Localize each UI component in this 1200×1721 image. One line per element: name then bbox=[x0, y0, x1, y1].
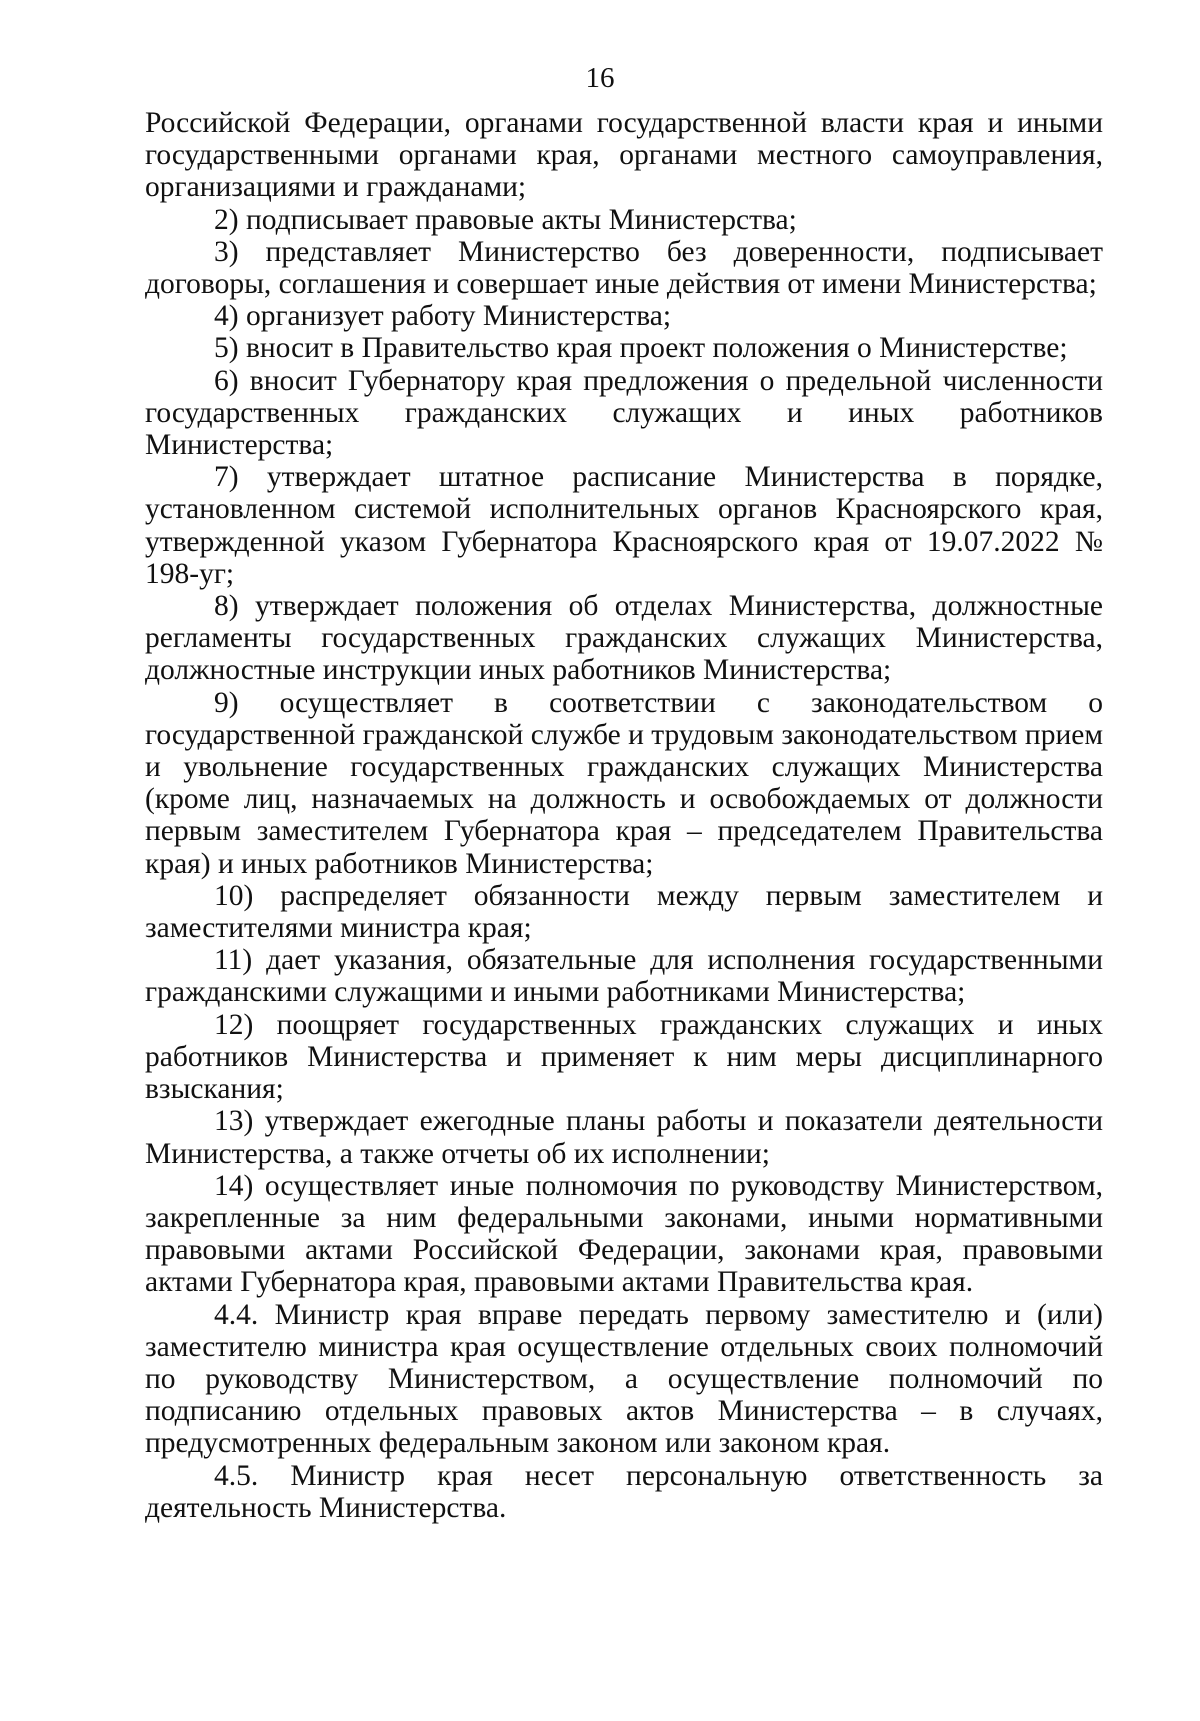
paragraph-item-14: 14) осуществляет иные полномочия по руководству Министерством, закрепленные за ним федеральными законами, иными нормативными правовыми актами Российской Федерации, законами края, правовыми актами Губернатора края, правовыми актами Правительства края. bbox=[145, 1169, 1103, 1299]
paragraph-item-10: 10) распределяет обязанности между первым заместителем и заместителями министра края; bbox=[145, 879, 1103, 945]
page-number: 16 bbox=[585, 62, 615, 94]
paragraph-clause-4-4: 4.4. Министр края вправе передать первому заместителю и (или) заместителю министра края осуществление отдельных своих полномочий по руководству Министерством, а осуществление полномочий по подписанию отдельных правовых актов Министерства – в случаях, предусмотренных федеральным законом или законом края. bbox=[145, 1298, 1103, 1460]
paragraph-item-7: 7) утверждает штатное расписание Министерства в порядке, установленном системой исполнительных органов Красноярского края, утвержденной указом Губернатора Красноярского края от 19.07.2022 № 198-уг; bbox=[145, 461, 1103, 590]
paragraph-item-11: 11) дает указания, обязательные для исполнения государственными гражданскими служащими и иными работниками Министерства; bbox=[145, 944, 1103, 1009]
paragraph-item-4: 4) организует работу Министерства; bbox=[214, 300, 672, 333]
paragraph-item-9: 9) осуществляет в соответствии с законодательством о государственной гражданской службе и трудовым законодательством прием и увольнение государственных гражданских служащих Министерства (кроме лиц, назначаемых на должность и освобождаемых от должности первым заместителем Губернатора края – председателем Правительства края) и иных работников Министерства; bbox=[145, 686, 1103, 880]
document-body bbox=[145, 107, 1103, 1524]
paragraph-item-3: 3) представляет Министерство без доверенности, подписывает договоры, соглашения и совершает иные действия от имени Министерства; bbox=[145, 235, 1103, 301]
paragraph-item-5: 5) вносит в Правительство края проект положения о Министерстве; bbox=[214, 332, 1068, 365]
paragraph-clause-4-5: 4.5. Министр края несет персональную ответственность за деятельность Министерства. bbox=[145, 1459, 1103, 1524]
paragraph-item-2: 2) подписывает правовые акты Министерства; bbox=[214, 203, 797, 236]
paragraph-item-13: 13) утверждает ежегодные планы работы и показатели деятельности Министерства, а также отчеты об их исполнении; bbox=[145, 1105, 1103, 1170]
paragraph-item-6: 6) вносит Губернатору края предложения о предельной численности государственных гражданских служащих и иных работников Министерства; bbox=[145, 364, 1103, 462]
paragraph-item-12: 12) поощряет государственных гражданских служащих и иных работников Министерства и применяет к ним меры дисциплинарного взыскания; bbox=[145, 1008, 1103, 1106]
paragraph-item-8: 8) утверждает положения об отделах Министерства, должностные регламенты государственных гражданских служащих Министерства, должностные инструкции иных работников Министерства; bbox=[145, 590, 1103, 687]
paragraph-intro: Российской Федерации, органами государственной власти края и иными государственными органами края, органами местного самоуправления, организациями и гражданами; bbox=[145, 107, 1103, 204]
